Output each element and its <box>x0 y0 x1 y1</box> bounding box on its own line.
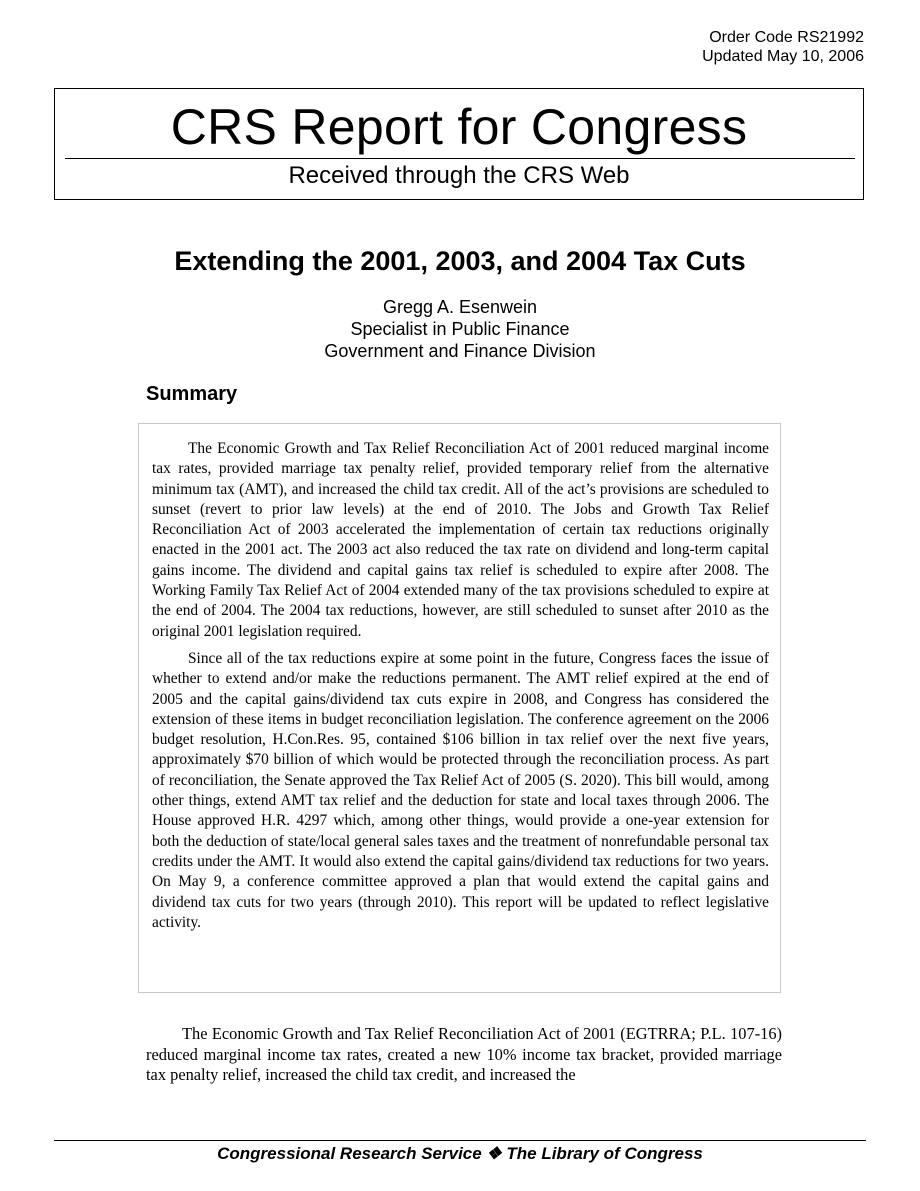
body-paragraph: The Economic Growth and Tax Relief Reconciliation Act of 2001 (EGTRRA; P.L. 107-16) reduced marginal income tax rates, created a new 10% income tax bracket, provided marriage tax penalty relief, increased the child tax credit, and increased the <box>146 1024 782 1084</box>
updated-date: Updated May 10, 2006 <box>702 48 864 65</box>
author-name: Gregg A. Esenwein <box>382 297 538 317</box>
author-division: Government and Finance Division <box>324 341 596 361</box>
summary-paragraph: The Economic Growth and Tax Relief Reconciliation Act of 2001 reduced marginal income tax rates, provided marriage tax penalty relief, provided temporary relief from the alternative minimum tax (AMT), and increased the child tax credit. All of the act’s provisions are scheduled to sunset (revert to prior law levels) at the end of 2010. The Jobs and Growth Tax Relief Reconciliation Act of 2003 accelerated the implementation of certain tax reductions originally enacted in the 2001 act. The 2003 act also reduced the tax rate on dividend and long-term capital gains income. The dividend and capital gains tax relief is scheduled to expire after 2008. The Working Family Tax Relief Act of 2004 extended many of the tax provisions scheduled to expire at the end of 2004. The 2004 tax reductions, however, are still scheduled to sunset after 2010 as the original 2001 legislation required. <box>152 440 769 640</box>
summary-heading: Summary <box>146 383 238 405</box>
order-code-block <box>702 28 864 66</box>
summary-paragraph: Since all of the tax reductions expire at some point in the future, Congress faces the issue of whether to extend and/or make the reductions permanent. The AMT relief expired at the end of 2005 and the capital gains/dividend tax cuts expire in 2008, and Congress has considered the extension of these items in budget reconciliation legislation. The conference agreement on the 2006 budget resolution, H.Con.Res. 95, contained $106 billion in tax relief over the next five years, approximately $70 billion of which would be protected through the reconciliation process. As part of reconciliation, the Senate approved the Tax Relief Act of 2005 (S. 2020). This bill would, among other things, extend AMT tax relief and the deduction for state and local taxes through 2006. The House approved H.R. 4297 which, among other things, would provide a one-year extension for both the deduction of state/local general sales taxes and the treatment of nonrefundable personal tax credits under the AMT. It would also extend the capital gains/dividend tax reductions for two years. On May 9, a conference committee approved a plan that would extend the capital gains and dividend tax cuts for two years (through 2010). This report will be updated to reflect legislative activity. <box>152 649 769 931</box>
footer-rule <box>54 1140 866 1141</box>
report-title: Extending the 2001, 2003, and 2004 Tax Cuts <box>174 246 746 276</box>
footer-text: Congressional Research Service ❖ The Library of Congress <box>217 1144 703 1163</box>
masthead-title: CRS Report for Congress <box>170 99 748 155</box>
masthead-subtitle: Received through the CRS Web <box>288 162 630 189</box>
author-block <box>0 296 920 362</box>
summary-box <box>138 423 781 993</box>
author-position: Specialist in Public Finance <box>350 319 570 339</box>
masthead <box>54 88 864 200</box>
order-code: Order Code RS21992 <box>709 29 864 46</box>
masthead-rule <box>65 158 855 159</box>
